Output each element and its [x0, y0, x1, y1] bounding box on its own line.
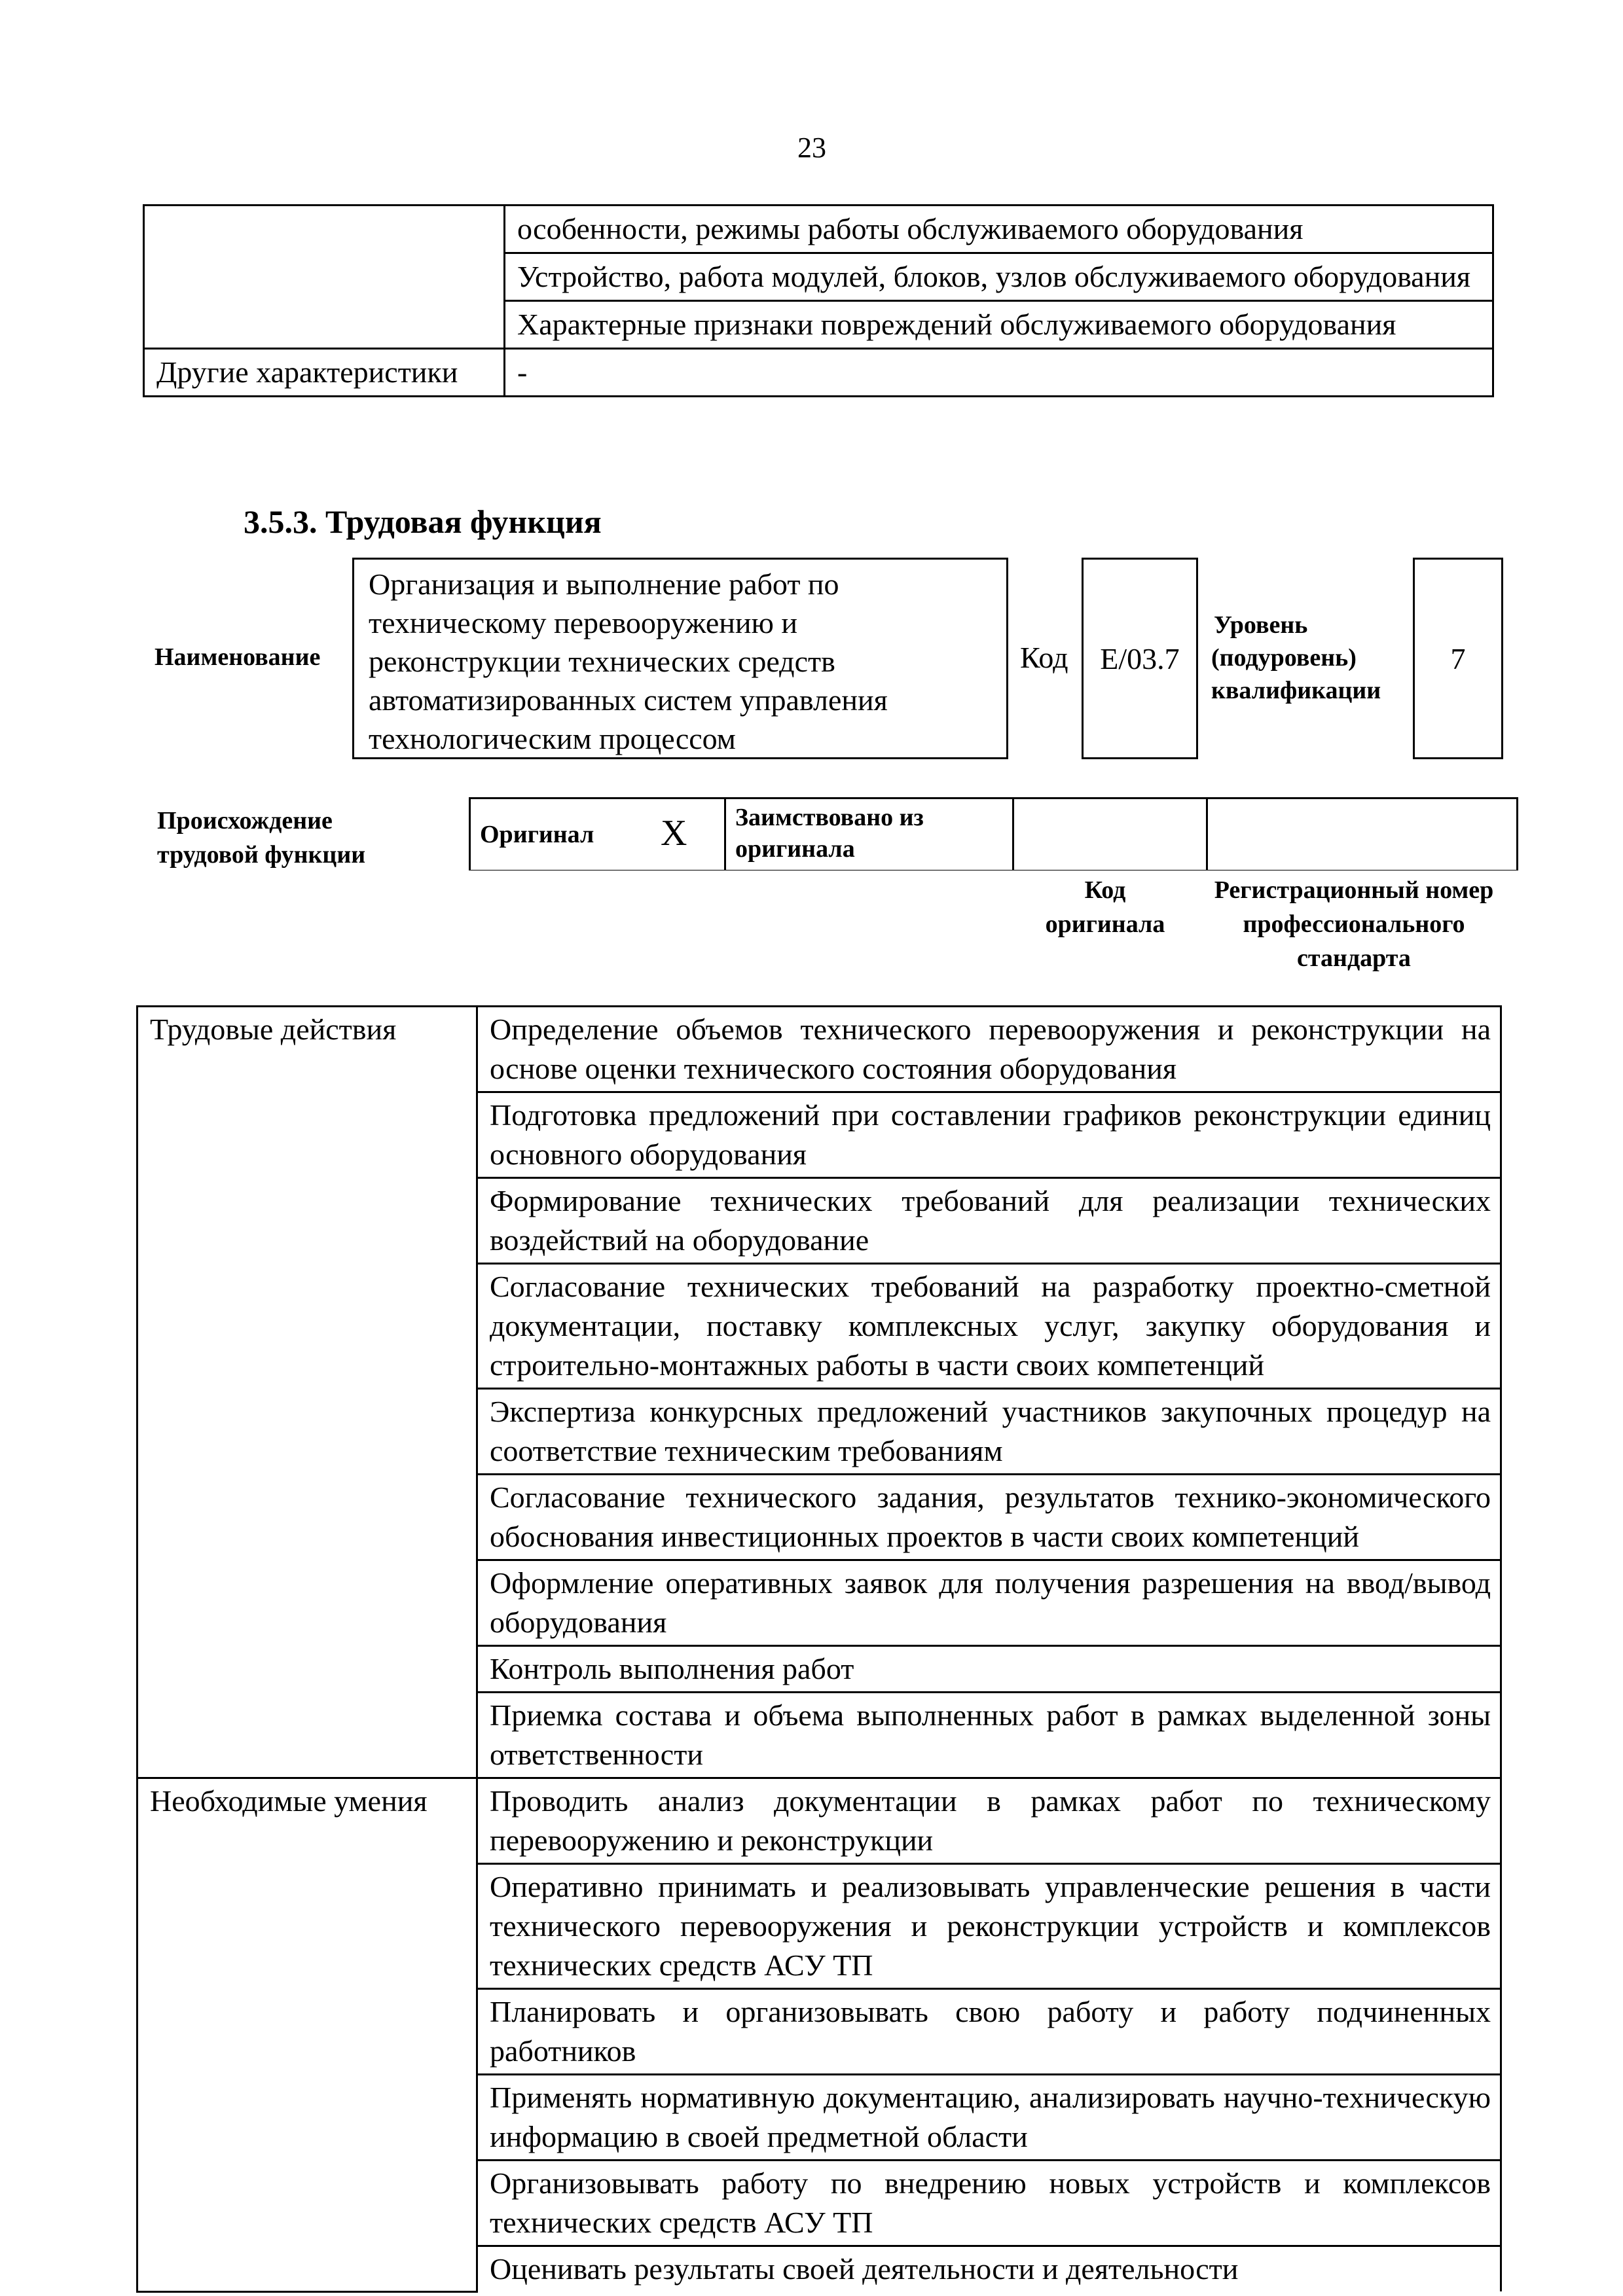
table-row — [137, 1007, 1501, 1092]
origin-label — [157, 804, 365, 872]
origin-table — [469, 797, 1518, 870]
table-cell: Характерные признаки повреждений обслуживаемого оборудования — [505, 301, 1493, 349]
labor-action: Подготовка предложений при составлении графиков реконструкции единиц основного оборудования — [477, 1092, 1501, 1178]
qualification-level-box — [1413, 558, 1503, 759]
required-skill: Оперативно принимать и реализовывать управленческие решения в части технического перевооружения и реконструкции устройств и комплексов технических средств АСУ ТП — [477, 1864, 1501, 1989]
function-name-box: Организация и выполнение работ по техническому перевооружению и реконструкции технических средств автоматизированных систем управления технологическим процессом — [352, 558, 1008, 759]
original-label: Оригинал — [480, 821, 594, 848]
labor-action: Экспертиза конкурсных предложений участников закупочных процедур на соответствие техническим требованиям — [477, 1389, 1501, 1475]
labor-actions-label: Трудовые действия — [137, 1007, 477, 1778]
reg-label-line: стандарта — [1297, 944, 1411, 972]
origin-borrowed-cell: Заимствовано из оригинала — [726, 799, 1014, 870]
required-skill: Планировать и организовывать свою работу и работу подчиненных работников — [477, 1989, 1501, 2075]
main-table — [136, 1005, 1502, 2293]
function-code-box — [1082, 558, 1198, 759]
table-cell-left — [144, 206, 505, 349]
top-table — [143, 204, 1494, 397]
origin-reg-number-cell — [1208, 799, 1518, 870]
code-label-line: Код — [1084, 876, 1126, 904]
original-code-label — [1040, 873, 1171, 941]
labor-action: Определение объемов технического перевооружения и реконструкции на основе оценки технического состояния оборудования — [477, 1007, 1501, 1092]
table-row — [137, 1778, 1501, 1864]
labor-action: Оформление оперативных заявок для получения разрешения на ввод/вывод оборудования — [477, 1560, 1501, 1646]
reg-label-line: Регистрационный номер — [1214, 876, 1494, 904]
required-skill: Оценивать результаты своей деятельности и деятельности — [477, 2246, 1501, 2292]
origin-label-line: трудовой функции — [157, 841, 366, 869]
code-label: Код — [1020, 641, 1068, 674]
labor-action: Согласование технических требований на разработку проектно-сметной документации, поставку комплексных услуг, закупку оборудования и строительно-монтажных работы в части своих компетенций — [477, 1264, 1501, 1389]
qualification-level-label — [1211, 609, 1381, 707]
other-characteristics-value: - — [505, 349, 1493, 397]
other-characteristics-label: Другие характеристики — [144, 349, 505, 397]
origin-original-cell — [471, 799, 726, 870]
origin-label-line: Происхождение — [157, 807, 333, 834]
function-code: E/03.7 — [1100, 641, 1180, 675]
required-skills-label: Необходимые умения — [137, 1778, 477, 2292]
labor-action: Формирование технических требований для реализации технических воздействий на оборудование — [477, 1178, 1501, 1264]
table-row — [144, 206, 1493, 253]
table-row — [144, 349, 1493, 397]
labor-action: Согласование технического задания, результатов технико-экономического обоснования инвестиционных проектов в части своих компетенций — [477, 1475, 1501, 1560]
level-label-line: квалификации — [1211, 677, 1381, 704]
origin-code-cell — [1014, 799, 1208, 870]
required-skill: Применять нормативную документацию, анализировать научно-техническую информацию в своей предметной области — [477, 2075, 1501, 2161]
code-label-line: оригинала — [1045, 910, 1165, 938]
registration-number-label — [1203, 873, 1504, 975]
page-number: 23 — [797, 132, 826, 164]
reg-label-line: профессионального — [1243, 910, 1465, 938]
labor-action: Контроль выполнения работ — [477, 1646, 1501, 1693]
section-heading: 3.5.3. Трудовая функция — [244, 503, 602, 540]
qualification-level: 7 — [1450, 641, 1466, 675]
level-label-line: (подуровень) — [1211, 644, 1357, 672]
original-mark: X — [661, 813, 687, 853]
required-skill: Организовывать работу по внедрению новых устройств и комплексов технических средств АСУ ТП — [477, 2161, 1501, 2246]
labor-action: Приемка состава и объема выполненных работ в рамках выделенной зоны ответственности — [477, 1693, 1501, 1778]
level-label-line: Уровень — [1214, 611, 1308, 639]
table-cell: особенности, режимы работы обслуживаемого оборудования — [505, 206, 1493, 253]
table-cell: Устройство, работа модулей, блоков, узлов обслуживаемого оборудования — [505, 253, 1493, 301]
required-skill: Проводить анализ документации в рамках работ по техническому перевооружению и реконструкции — [477, 1778, 1501, 1864]
name-label: Наименование — [155, 643, 321, 671]
